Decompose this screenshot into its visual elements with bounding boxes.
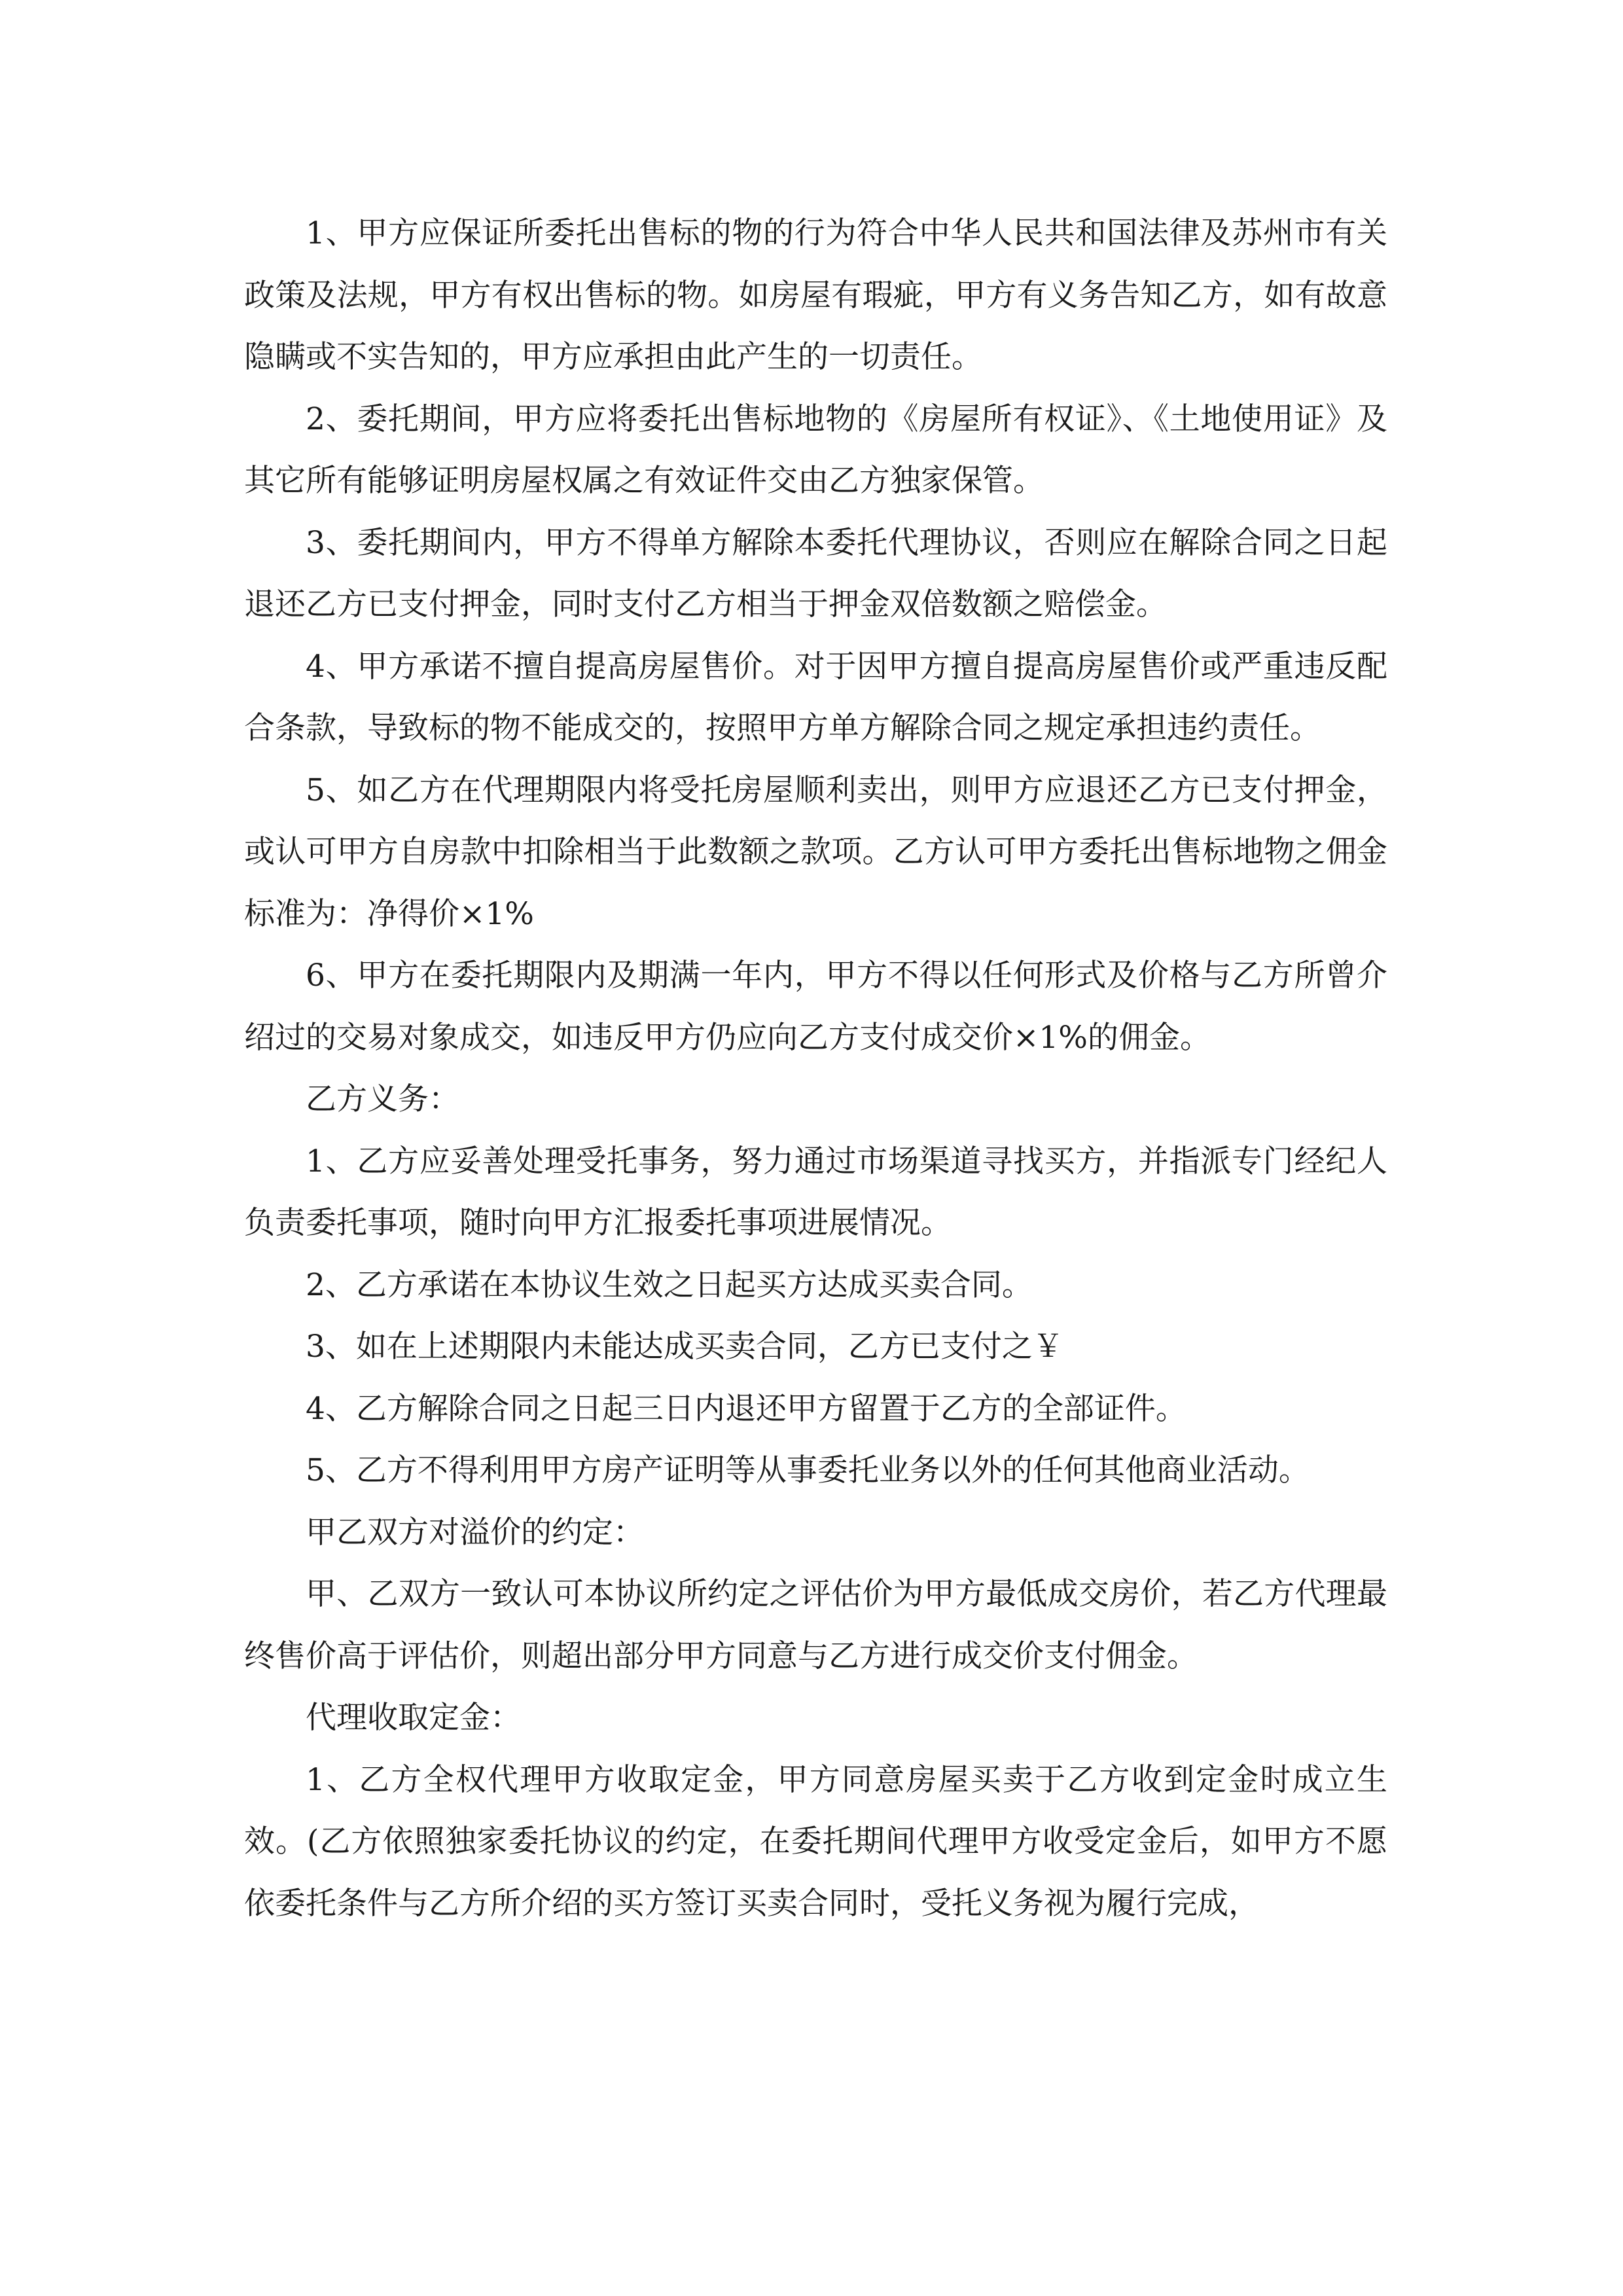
section-heading-premium-agreement: 甲乙双方对溢价的约定： [306,1514,644,1551]
clause-paragraph: 3、如在上述期限内未能达成买卖合同，乙方已支付之￥ [306,1329,1063,1365]
clause-paragraph: 3、委托期间内，甲方不得单方解除本委托代理协议，否则应在解除合同之日起退还乙方已支付押金，同时支付乙方相当于押金双倍数额之赔偿金。 [244,524,1387,622]
clause-paragraph: 4、乙方解除合同之日起三日内退还甲方留置于乙方的全部证件。 [306,1390,1186,1427]
clause-paragraph: 2、乙方承诺在本协议生效之日起买方达成买卖合同。 [306,1266,1033,1303]
document-body [244,203,1387,1935]
clause-paragraph: 4、甲方承诺不擅自提高房屋售价。对于因甲方擅自提高房屋售价或严重违反配合条款，导致标的物不能成交的，按照甲方单方解除合同之规定承担违约责任。 [244,648,1387,746]
section-heading-deposit-collection: 代理收取定金： [306,1700,521,1736]
clause-paragraph: 6、甲方在委托期限内及期满一年内，甲方不得以任何形式及价格与乙方所曾介绍过的交易对象成交，如违反甲方仍应向乙方支付成交价×1%的佣金。 [244,958,1387,1056]
clause-paragraph: 5、乙方不得利用甲方房产证明等从事委托业务以外的任何其他商业活动。 [306,1452,1310,1488]
clause-paragraph: 1、甲方应保证所委托出售标的物的行为符合中华人民共和国法律及苏州市有关政策及法规，甲方有权出售标的物。如房屋有瑕疵，甲方有义务告知乙方，如有故意隐瞒或不实告知的，甲方应承担由此产生的一切责任。 [244,215,1387,375]
clause-paragraph: 甲、乙双方一致认可本协议所约定之评估价为甲方最低成交房价，若乙方代理最终售价高于评估价，则超出部分甲方同意与乙方进行成交价支付佣金。 [244,1576,1387,1674]
clause-paragraph: 5、如乙方在代理期限内将受托房屋顺利卖出，则甲方应退还乙方已支付押金，或认可甲方自房款中扣除相当于此数额之款项。乙方认可甲方委托出售标地物之佣金标准为：净得价×1% [244,772,1387,932]
clause-paragraph: 1、乙方全权代理甲方收取定金，甲方同意房屋买卖于乙方收到定金时成立生效。(乙方依照独家委托协议的约定，在委托期间代理甲方收受定金后，如甲方不愿依委托条件与乙方所介绍的买方签订买卖合同时，受托义务视为履行完成， [244,1761,1387,1922]
section-heading-party-b-obligations: 乙方义务： [306,1081,459,1117]
clause-paragraph: 1、乙方应妥善处理受托事务，努力通过市场渠道寻找买方，并指派专门经纪人负责委托事项，随时向甲方汇报委托事项进展情况。 [244,1143,1387,1241]
clause-paragraph: 2、委托期间，甲方应将委托出售标地物的《房屋所有权证》、《土地使用证》及其它所有能够证明房屋权属之有效证件交由乙方独家保管。 [244,401,1387,499]
